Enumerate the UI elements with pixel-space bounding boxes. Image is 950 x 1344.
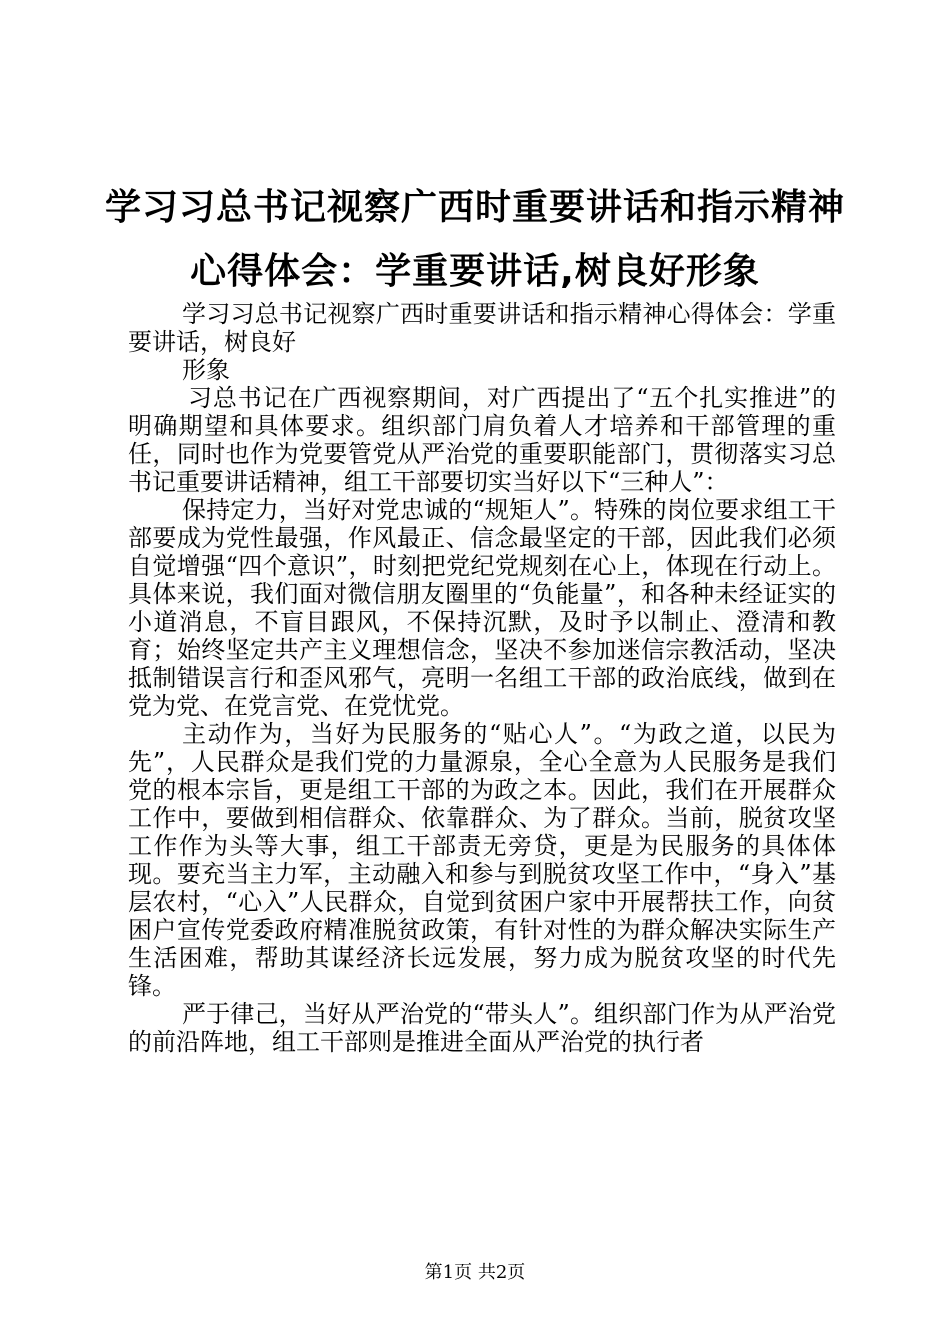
- body-paragraph-discipline: 严于律己，当好从严治党的“带头人”。组织部门作为从严治党的前沿阵地，组工干部则是推进全面从严治党的执行者: [128, 1000, 836, 1056]
- document-title-line-2: 心得体会：学重要讲话,树良好形象: [190, 251, 760, 292]
- body-paragraph-intro: 习总书记在广西视察期间，对广西提出了“五个扎实推进”的明确期望和具体要求。组织部门肩负着人才培养和干部管理的重任，同时也作为党要管党从严治党的重要职能部门，贯彻落实习总书记重要讲话精神，组工干部要切实当好以下“三种人”：: [128, 384, 836, 496]
- document-body: [128, 300, 836, 1056]
- page-number-footer: 第1页 共2页: [424, 1262, 526, 1283]
- body-paragraph-service: 主动作为，当好为民服务的“贴心人”。“为政之道，以民为先”，人民群众是我们党的力量源泉，全心全意为人民服务是我们党的根本宗旨，更是组工干部的为政之本。因此，我们在开展群众工作中，要做到相信群众、依靠群众、为了群众。当前，脱贫攻坚工作作为头等大事，组工干部责无旁贷，更是为民服务的具体体现。要充当主力军，主动融入和参与到脱贫攻坚工作中，“身入”基层农村，“心入”人民群众，自觉到贫困户家中开展帮扶工作，向贫困户宣传党委政府精准脱贫政策，有针对性的为群众解决实际生产生活困难，帮助其谋经济长远发展，努力成为脱贫攻坚的时代先锋。: [128, 720, 836, 1000]
- document-title-line-1: 学习习总书记视察广西时重要讲话和指示精神: [104, 187, 845, 228]
- subtitle-paragraph: 学习习总书记视察广西时重要讲话和指示精神心得体会：学重要讲话，树良好: [128, 300, 836, 356]
- subtitle-tail: 形象: [182, 356, 230, 384]
- body-paragraph-loyalty: 保持定力，当好对党忠诚的“规矩人”。特殊的岗位要求组工干部要成为党性最强，作风最正、信念最坚定的干部，因此我们必须自觉增强“四个意识”，时刻把党纪党规刻在心上，体现在行动上。具体来说，我们面对微信朋友圈里的“负能量”，和各种未经证实的小道消息，不盲目跟风，不保持沉默，及时予以制止、澄清和教育；始终坚定共产主义理想信念，坚决不参加迷信宗教活动，坚决抵制错误言行和歪风邪气，亮明一名组工干部的政治底线，做到在党为党、在党言党、在党忧党。: [128, 496, 836, 720]
